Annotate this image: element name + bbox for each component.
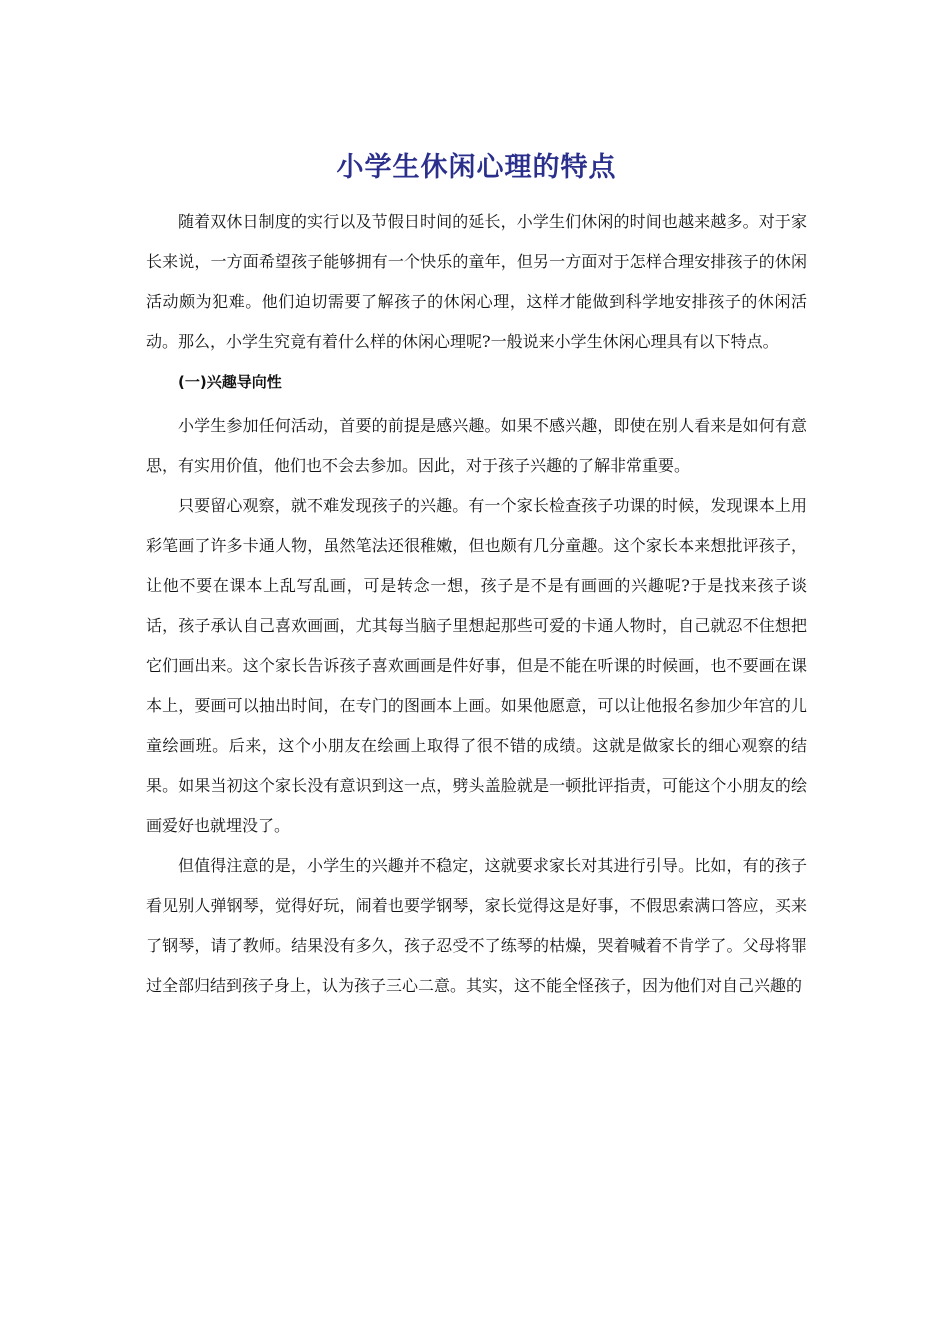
section-heading: (一)兴趣导向性 <box>178 373 282 391</box>
section-paragraph: 只要留心观察，就不难发现孩子的兴趣。有一个家长检查孩子功课的时候，发现课本上用彩笔画了许多卡通人物，虽然笔法还很稚嫩，但也颇有几分童趣。这个家长本来想批评孩子，让他不要在课本上乱写乱画，可是转念一想，孩子是不是有画画的兴趣呢?于是找来孩子谈话，孩子承认自己喜欢画画，尤其每当脑子里想起那些可爱的卡通人物时，自己就忍不住想把它们画出来。这个家长告诉孩子喜欢画画是件好事，但是不能在听课的时候画，也不要画在课本上，要画可以抽出时间，在专门的图画本上画。如果他愿意，可以让他报名参加少年宫的儿童绘画班。后来，这个小朋友在绘画上取得了很不错的成绩。这就是做家长的细心观察的结果。如果当初这个家长没有意识到这一点，劈头盖脸就是一顿批评指责，可能这个小朋友的绘画爱好也就埋没了。 <box>146 496 807 835</box>
document-title: 小学生休闲心理的特点 <box>336 152 617 183</box>
section-paragraph: 小学生参加任何活动，首要的前提是感兴趣。如果不感兴趣，即使在别人看来是如何有意思，有实用价值，他们也不会去参加。因此，对于孩子兴趣的了解非常重要。 <box>146 416 807 475</box>
section-paragraph: 但值得注意的是，小学生的兴趣并不稳定，这就要求家长对其进行引导。比如，有的孩子看见别人弹钢琴，觉得好玩，闹着也要学钢琴，家长觉得这是好事，不假思索满口答应，买来了钢琴，请了教师。结果没有多久，孩子忍受不了练琴的枯燥，哭着喊着不肯学了。父母将罪过全部归结到孩子身上，认为孩子三心二意。其实，这不能全怪孩子，因为他们对自己兴趣的 <box>146 856 807 995</box>
intro-paragraph: 随着双休日制度的实行以及节假日时间的延长，小学生们休闲的时间也越来越多。对于家长来说，一方面希望孩子能够拥有一个快乐的童年，但另一方面对于怎样合理安排孩子的休闲活动颇为犯难。他们迫切需要了解孩子的休闲心理，这样才能做到科学地安排孩子的休闲活动。那么，小学生究竟有着什么样的休闲心理呢?一般说来小学生休闲心理具有以下特点。 <box>146 212 807 351</box>
